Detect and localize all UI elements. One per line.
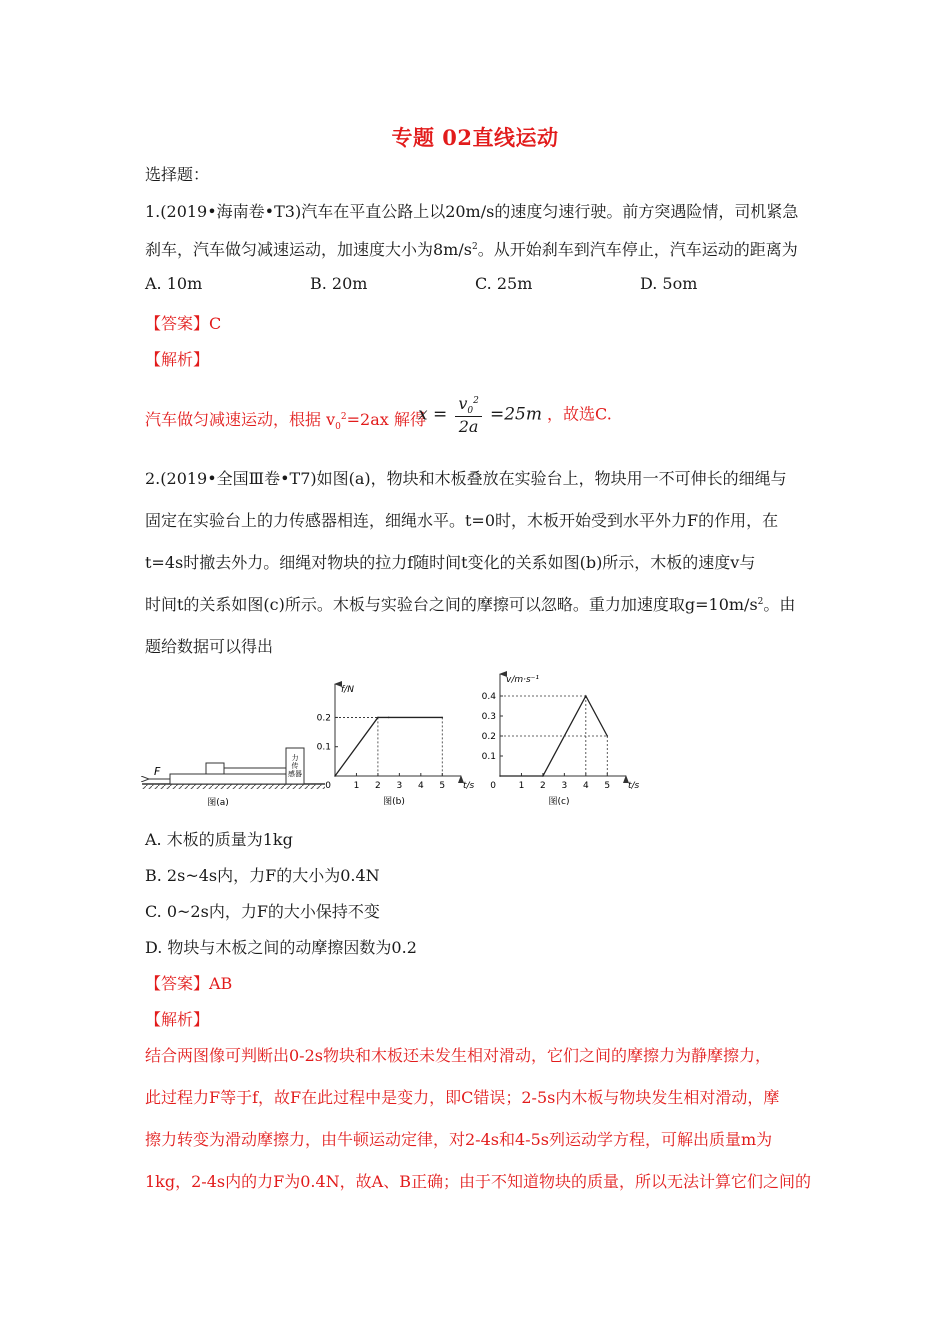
data-point: [388, 717, 390, 719]
x-tick-label: 2: [540, 781, 546, 791]
x-tick-label: 4: [417, 781, 424, 791]
y-tick-label: 0.1: [316, 742, 331, 753]
data-point: [334, 775, 336, 777]
x-tick-label: 5: [604, 781, 611, 791]
q2-stem-line-4: [145, 592, 795, 615]
q2-explanation-line-2: 此过程力F等于f，故F在此过程中是变力，即C错误；2-5s内木板与物块发生相对滑动，摩: [145, 1088, 780, 1107]
q1-stem-line-1: 1.(2019•海南卷•T3)汽车在平直公路上以20m/s的速度匀速行驶。前方突遇险情，司机紧急: [145, 202, 799, 221]
data-point: [606, 735, 608, 737]
q1-formula: [418, 394, 612, 436]
x-tick-label: 1: [518, 781, 525, 791]
sensor-label-1: 力: [291, 754, 299, 762]
x-tick-label: 4: [582, 781, 589, 791]
formula-rhs: =25m: [489, 404, 542, 425]
chart-caption: 图(b): [383, 797, 405, 807]
section-heading: 选择题：: [145, 165, 210, 184]
q2-option-d: D. 物块与木板之间的动摩擦因数为0.2: [145, 938, 417, 957]
q1-explanation: [145, 407, 426, 432]
x-tick-label: 5: [439, 781, 446, 791]
q2-explanation-line-4: 1kg，2-4s内的力F为0.4N，故A、B正确；由于不知道物块的质量，所以无法计算它们之间的: [145, 1172, 811, 1191]
figure-b-chart: [317, 684, 475, 807]
formula-numerator: [455, 394, 482, 417]
y-tick-label: 0.3: [481, 712, 496, 722]
q2-stem-text-a: 时间t的关系如图(c)所示。木板与实验台之间的摩擦可以忽略。重力加速度取g=10m/s: [145, 595, 758, 614]
x-axis-label: t/s: [628, 781, 640, 791]
data-point: [499, 775, 501, 777]
x-tick-label: 3: [561, 781, 568, 791]
sensor-label-3: 感器: [288, 770, 302, 778]
y-axis-label: f/N: [341, 685, 354, 695]
origin-label: 0: [490, 781, 496, 791]
force-label: F: [154, 765, 161, 778]
table-hatch: [142, 784, 325, 789]
q2-stem-line-5: 题给数据可以得出: [145, 637, 274, 656]
block: [206, 763, 224, 774]
q1-option-d: D. 5om: [640, 274, 698, 293]
x-tick-label: 1: [353, 781, 360, 791]
q2-option-c: C. 0~2s内，力F的大小保持不变: [145, 902, 380, 921]
origin-label: 0: [325, 781, 331, 791]
formula-numerator-sup: 2: [473, 396, 479, 406]
q2-answer: 【答案】AB: [145, 974, 233, 993]
q1-explanation-superscript: 2: [340, 412, 347, 422]
x-axis-label: t/s: [463, 781, 475, 791]
y-tick-label: 0.1: [481, 752, 496, 762]
q1-option-a: A. 10m: [145, 274, 203, 293]
q1-answer: 【答案】C: [145, 314, 222, 333]
figures-svg: [140, 660, 640, 810]
q2-explanation-line-1: 结合两图像可判断出0-2s物块和木板还未发生相对滑动，它们之间的摩擦力为静摩擦力，: [145, 1046, 771, 1065]
q1-explanation-text-c: ，故选C.: [547, 404, 612, 424]
x-tick-label: 3: [396, 781, 403, 791]
figure-c-chart: [482, 674, 640, 807]
q1-stem-text-b: 。从开始刹车到汽车停止，汽车运动的距离为: [477, 240, 798, 259]
q2-figures: [140, 660, 640, 810]
q1-explanation-subscript: 0: [335, 422, 341, 433]
q1-option-b: B. 20m: [310, 274, 368, 293]
formula-denominator: 2a: [458, 417, 479, 437]
q1-stem-text-a: 刹车，汽车做匀减速运动，加速度大小为8m/s: [145, 240, 472, 259]
q1-stem-line-2: [145, 237, 798, 260]
data-point: [585, 695, 587, 697]
q2-stem-line-1: 2.(2019•全国Ⅲ卷•T7)如图(a)，物块和木板叠放在实验台上，物块用一不可伸长的细绳与: [145, 469, 787, 488]
sensor-label-2: 传: [291, 762, 299, 770]
data-point: [377, 717, 379, 719]
y-axis-label: v/m·s⁻¹: [506, 675, 540, 685]
q2-option-a: A. 木板的质量为1kg: [145, 830, 293, 849]
formula-numerator-v: v: [458, 394, 468, 413]
y-tick-label: 0.4: [481, 692, 496, 702]
page-title: 专题 02直线运动: [391, 125, 559, 150]
chart-caption: 图(c): [548, 797, 570, 807]
q2-analysis-heading: 【解析】: [145, 1010, 210, 1029]
q1-option-c: C. 25m: [475, 274, 533, 293]
y-tick-label: 0.2: [481, 732, 496, 742]
q2-stem-text-b: 。由: [763, 595, 796, 614]
wooden-board: [170, 774, 300, 784]
x-tick-label: 2: [375, 781, 381, 791]
data-point: [542, 775, 544, 777]
figure-a-caption: 图(a): [207, 798, 229, 808]
q2-option-b: B. 2s~4s内，力F的大小为0.4N: [145, 866, 380, 885]
q1-explanation-text-b: =2ax 解得: [346, 410, 426, 429]
data-point: [441, 717, 443, 719]
q1-explanation-text-a: 汽车做匀减速运动，根据 v: [145, 410, 336, 429]
figure-a-apparatus: [142, 748, 325, 808]
q2-unit-exponent: 2: [757, 597, 764, 607]
q2-stem-line-3: t=4s时撤去外力。细绳对物块的拉力f随时间t变化的关系如图(b)所示，木板的速度v与: [145, 553, 756, 572]
q1-unit-exponent: 2: [471, 242, 478, 252]
formula-fraction: [455, 394, 482, 436]
q2-stem-line-2: 固定在实验台上的力传感器相连，细绳水平。t=0时，木板开始受到水平外力F的作用，在: [145, 511, 779, 530]
y-tick-label: 0.2: [316, 713, 331, 724]
formula-numerator-sub: 0: [467, 406, 474, 417]
series-line: [335, 717, 442, 776]
q2-explanation-line-3: 擦力转变为滑动摩擦力，由牛顿运动定律，对2-4s和4-5s列运动学方程，可解出质量m为: [145, 1130, 773, 1149]
q1-analysis-heading: 【解析】: [145, 350, 210, 369]
formula-lhs: x =: [418, 404, 448, 425]
